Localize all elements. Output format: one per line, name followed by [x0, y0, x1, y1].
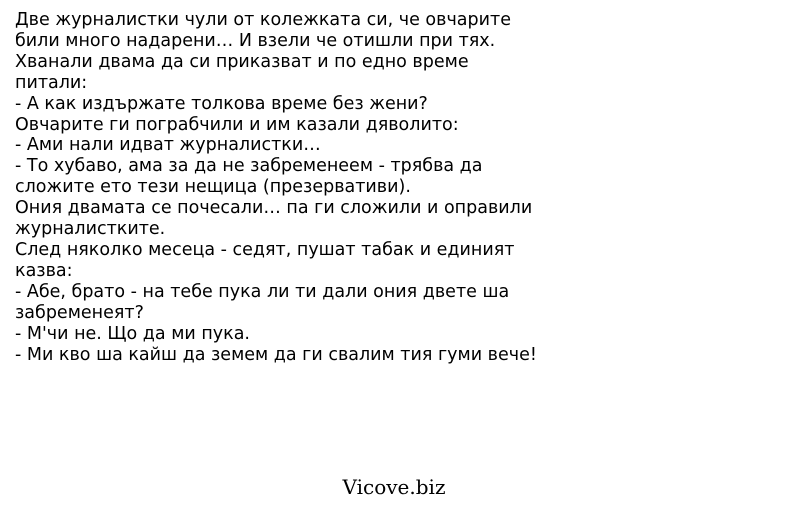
joke-line: - То хубаво, ама за да не забременеем - трябва да: [15, 156, 483, 177]
joke-line: казва:: [15, 260, 73, 281]
joke-line: Хванали двама да си приказват и по едно време: [15, 51, 469, 72]
joke-line: - Ми кво ша кайш да земем да ги свалим тия гуми вече!: [15, 344, 537, 365]
joke-line: сложите ето тези нещица (презервативи).: [15, 177, 411, 198]
joke-line: забременеят?: [15, 302, 144, 323]
joke-line: журналистките.: [15, 219, 166, 240]
joke-line: - Ами нали идват журналистки…: [15, 135, 321, 156]
joke-text: [15, 10, 775, 365]
site-watermark: Vicove.biz: [342, 475, 446, 499]
joke-line: - А как издържате толкова време без жени?: [15, 93, 428, 114]
joke-line: - М'чи не. Що да ми пука.: [15, 323, 250, 344]
joke-line: питали:: [15, 72, 88, 93]
joke-line: били много надарени… И взели че отишли при тях.: [15, 30, 496, 51]
joke-line: Ония двамата се почесали… па ги сложили и оправили: [15, 198, 533, 219]
joke-line: Две журналистки чули от колежката си, че овчарите: [15, 10, 511, 30]
joke-line: Овчарите ги пограбчили и им казали дяволито:: [15, 114, 459, 135]
joke-line: - Абе, брато - на тебе пука ли ти дали ония двете ша: [15, 281, 510, 302]
joke-line: След няколко месеца - седят, пушат табак и единият: [15, 239, 515, 260]
